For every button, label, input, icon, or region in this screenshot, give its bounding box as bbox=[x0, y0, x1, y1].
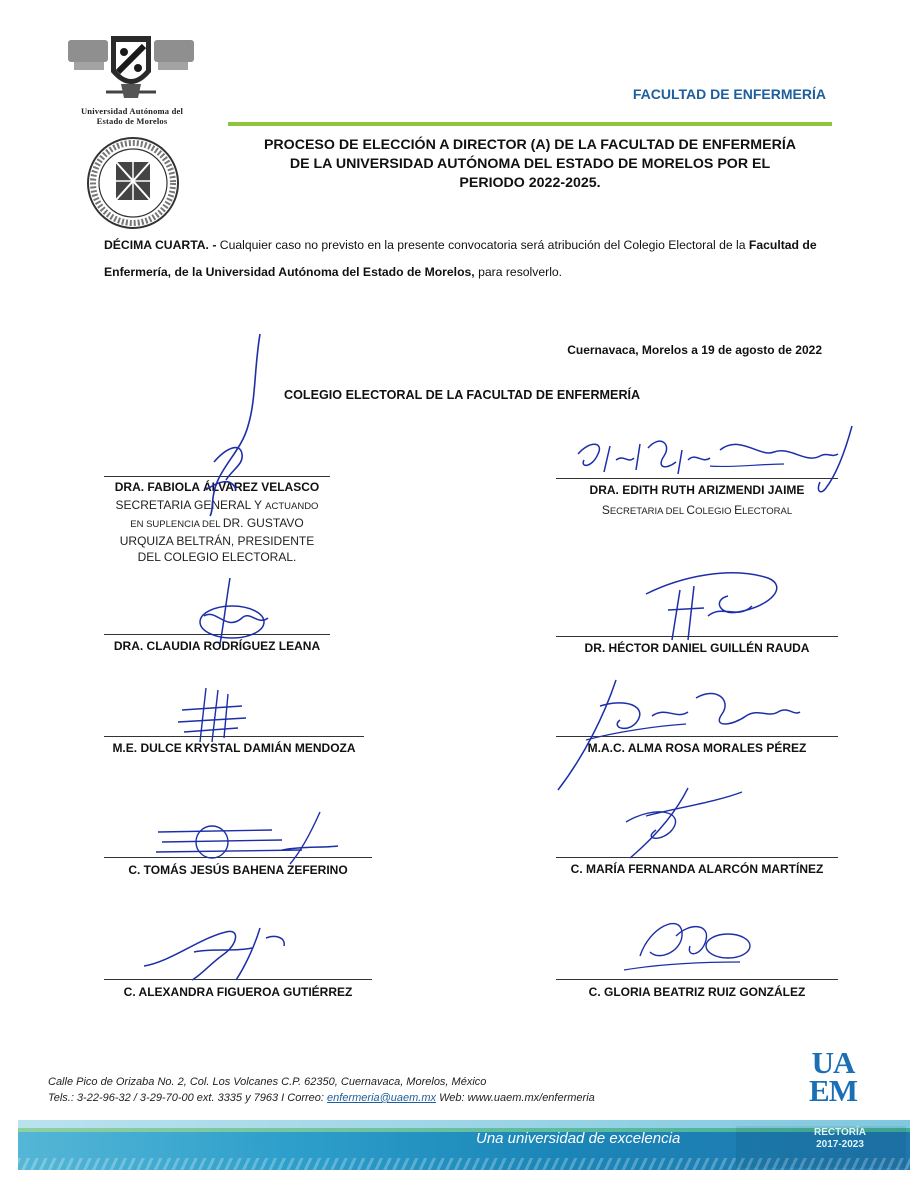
clause-text-2: para resolverlo. bbox=[474, 265, 563, 279]
signature-10 bbox=[620, 906, 770, 982]
signatory-name-4: DR. HÉCTOR DANIEL GUILLÉN RAUDA bbox=[584, 641, 810, 655]
signature-4 bbox=[642, 560, 792, 646]
signatory-name-3: DRA. CLAUDIA RODRÍGUEZ LEANA bbox=[113, 639, 321, 653]
title-line3: PERIODO 2022-2025. bbox=[459, 175, 601, 191]
university-name bbox=[62, 106, 202, 126]
faculty-heading: FACULTAD DE ENFERMERÍA bbox=[632, 86, 826, 102]
title-line2: DE LA UNIVERSIDAD AUTÓNOMA DEL ESTADO DE MORELOS POR EL bbox=[289, 156, 771, 172]
signatory-name-2: DRA. EDITH RUTH ARIZMENDI JAIME bbox=[589, 483, 805, 497]
signatory-name-1: DRA. FABIOLA ÁLVAREZ VELASCO bbox=[114, 480, 320, 494]
footer-motto: Una universidad de excelencia bbox=[476, 1130, 681, 1147]
signature-9 bbox=[140, 918, 290, 984]
university-crest-icon bbox=[66, 32, 196, 104]
signatory-name-7: C. TOMÁS JESÚS BAHENA ZEFERINO bbox=[128, 863, 348, 877]
role-2-e: E bbox=[734, 503, 743, 517]
clause-bold-1: Facultad de Enfermería, de la Universidad Autónoma del Estado de Morelos, bbox=[104, 238, 817, 279]
signature-8 bbox=[616, 782, 746, 864]
footer-web: Web: www.uaem.mx/enfermeria bbox=[436, 1092, 595, 1104]
uaem-logo-icon bbox=[800, 1045, 866, 1111]
signatory-name-5: M.E. DULCE KRYSTAL DAMIÁN MENDOZA bbox=[112, 741, 356, 755]
document-date: Cuernavaca, Morelos a 19 de agosto de 2022 bbox=[567, 343, 822, 357]
rectoria-title: RECTORÍA bbox=[813, 1127, 867, 1138]
footer-address: Calle Pico de Orizaba No. 2, Col. Los Volcanes C.P. 62350, Cuernavaca, Morelos, México bbox=[48, 1076, 487, 1088]
role-1-line2a: EN SUPLENCIA DEL bbox=[130, 519, 223, 530]
signatory-role-2 bbox=[556, 502, 838, 520]
title-line1: PROCESO DE ELECCIÓN A DIRECTOR (A) DE LA FACULTAD DE ENFERMERÍA bbox=[263, 137, 797, 153]
signature-1 bbox=[196, 330, 276, 520]
rectoria-label bbox=[770, 1127, 910, 1151]
signature-3 bbox=[186, 572, 276, 652]
uaem-logo-top: UA bbox=[811, 1045, 855, 1080]
signature-2 bbox=[570, 424, 860, 502]
signatory-name-6: M.A.C. ALMA ROSA MORALES PÉREZ bbox=[587, 741, 807, 755]
role-2-f: LECTORAL bbox=[742, 506, 793, 517]
rectoria-years: 2017-2023 bbox=[816, 1139, 864, 1150]
footer-contact-line bbox=[48, 1090, 768, 1106]
signatory-name-9: C. ALEXANDRA FIGUEROA GUTIÉRREZ bbox=[123, 985, 353, 999]
role-2-b: ECRETARIA DEL bbox=[609, 506, 687, 517]
role-2-d: OLEGIO bbox=[695, 506, 735, 517]
signature-5 bbox=[172, 686, 252, 746]
faculty-seal-icon bbox=[86, 136, 180, 230]
university-name-line1: Universidad Autónoma del bbox=[80, 106, 184, 116]
role-1-line4: DEL COLEGIO ELECTORAL. bbox=[137, 550, 297, 564]
uaem-logo-bottom: EM bbox=[809, 1073, 857, 1108]
footer-email-link[interactable]: enfermeria@uaem.mx bbox=[327, 1092, 437, 1104]
electoral-college-heading: COLEGIO ELECTORAL DE LA FACULTAD DE ENFERMERÍA bbox=[284, 388, 641, 402]
header-divider bbox=[228, 122, 832, 126]
role-2-a: S bbox=[601, 503, 610, 517]
role-1-line1a: SECRETARIA GENERAL Y bbox=[115, 498, 266, 512]
signature-7 bbox=[152, 806, 352, 870]
clause-paragraph bbox=[104, 232, 824, 286]
signatory-name-8: C. MARÍA FERNANDA ALARCÓN MARTÍNEZ bbox=[570, 862, 824, 876]
role-1-line2b: DR. GUSTAVO bbox=[222, 516, 304, 530]
signature-6 bbox=[556, 676, 802, 794]
role-2-c: C bbox=[686, 503, 696, 517]
footer-phones: Tels.: 3-22-96-32 / 3-29-70-00 ext. 3335 y 7963 I Correo: bbox=[48, 1092, 328, 1104]
role-1-line3: URQUIZA BELTRÁN, PRESIDENTE bbox=[119, 534, 315, 548]
clause-label: DÉCIMA CUARTA. - bbox=[104, 238, 217, 252]
footer-contact bbox=[48, 1074, 768, 1106]
signatory-name-10: C. GLORIA BEATRIZ RUIZ GONZÁLEZ bbox=[588, 985, 806, 999]
university-name-line2: Estado de Morelos bbox=[96, 116, 168, 126]
clause-text-1: Cualquier caso no previsto en la presente convocatoria será atribución del Colegio Electoral de la bbox=[216, 238, 749, 252]
document-title bbox=[230, 136, 830, 193]
role-1-line1b: ACTUANDO bbox=[265, 501, 319, 512]
